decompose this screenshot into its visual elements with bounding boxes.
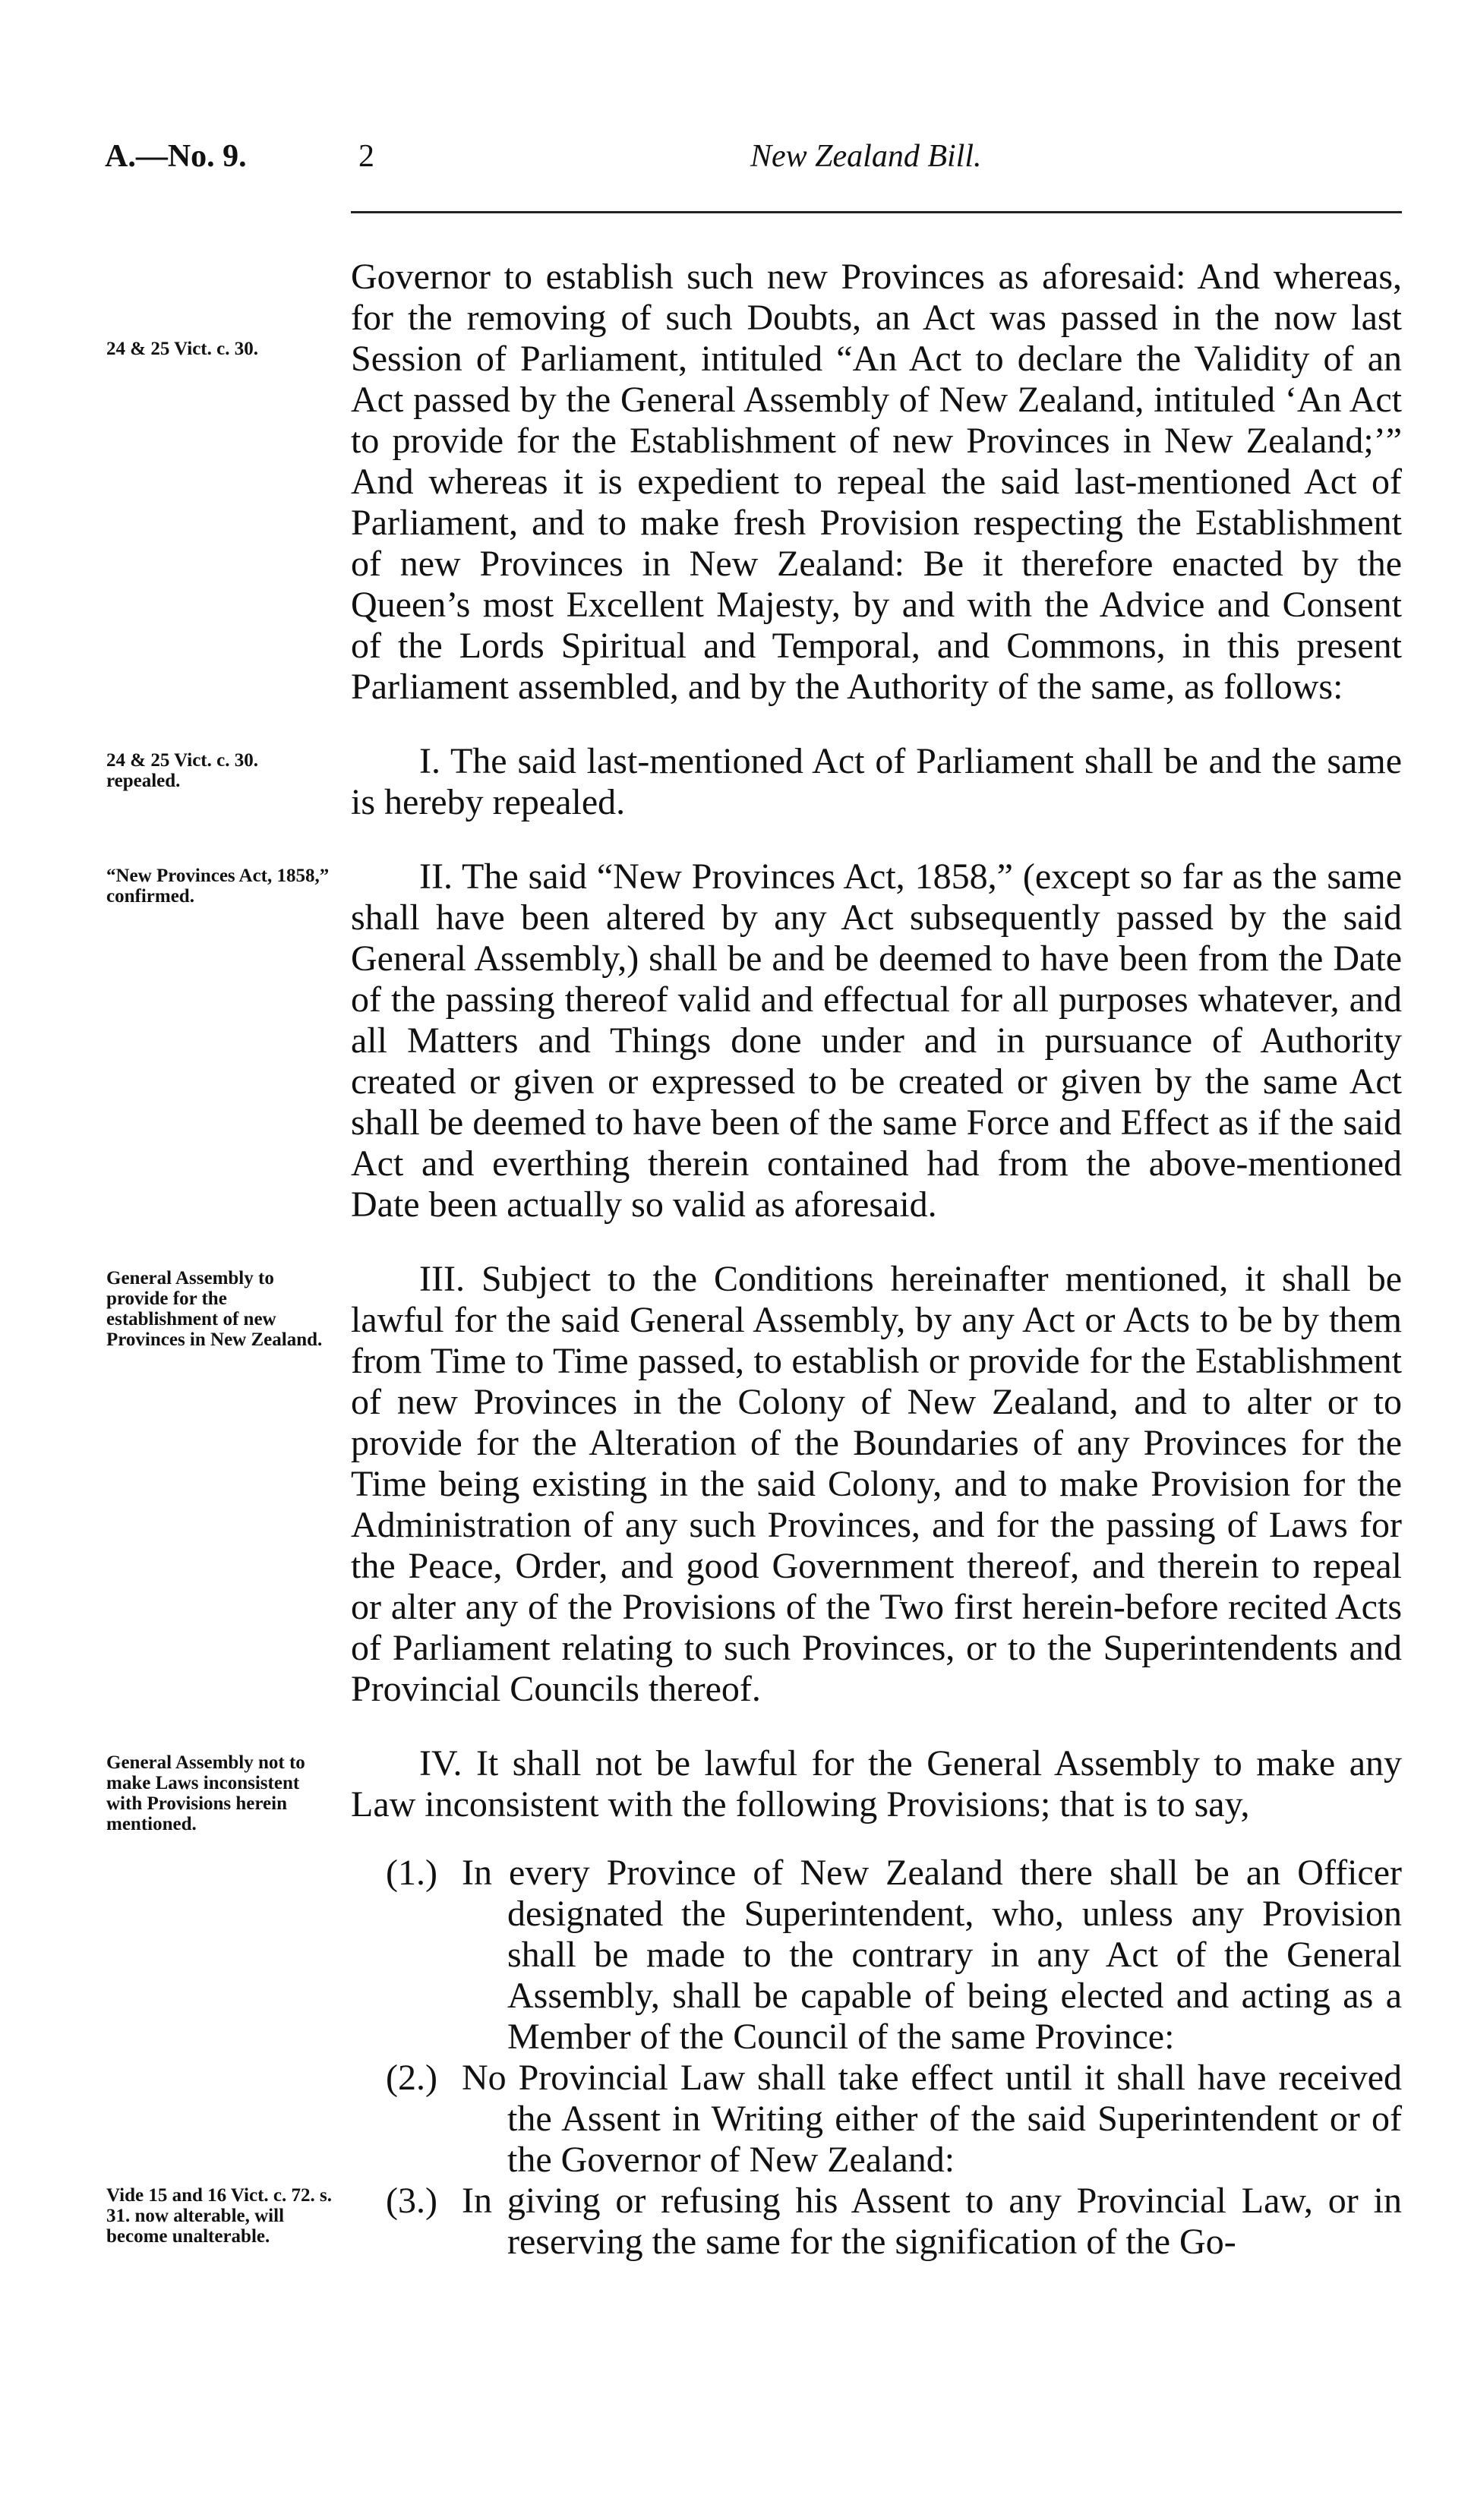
section-1 — [0, 741, 1471, 823]
header-rule — [351, 211, 1402, 213]
section-3 — [0, 1259, 1471, 1710]
margin-note: 24 & 25 Vict. c. 30. repealed. — [106, 750, 258, 791]
margin-note: Vide 15 and 16 Vict. c. 72. s. 31. now alterable, will become unalterable. — [106, 2185, 332, 2247]
margin-note: 24 & 25 Vict. c. 30. — [106, 339, 258, 359]
provision-1 — [386, 1853, 1402, 2058]
provision-2 — [386, 2058, 1402, 2181]
section-text: III. Subject to the Conditions hereinafter mentioned, it shall be lawful for the said General Assembly, by any Act or Acts to be by them from Time to Time passed, to establish or provide for the Establishment of new Provinces in the Colony of New Zealand, and to alter or to provide for the Alteration of the Boundaries of any Provinces for the Time being existing in the said Colony, and to make Provision for the Administration of any such Provinces, and for the passing of Laws for the Peace, Order, and good Government thereof, and therein to repeal or alter any of the Provisions of the Two first herein-before recited Acts of Parliament relating to such Provinces, or to the Superintendents and Provincial Councils thereof. — [351, 1259, 1402, 1709]
section-text: II. The said “New Provinces Act, 1858,” (except so far as the same shall have been altered by any Act subsequently passed by the said General Assembly,) shall be and be deemed to have been from the Date of the passing thereof valid and effectual for all purposes whatever, and all Matters and Things done under and in pursuance of Authority created or given or expressed to be created or given by the same Act shall be deemed to have been of the same Force and Effect as if the said Act and everthing therein contained had from the above-mentioned Date been actually so valid as aforesaid. — [351, 856, 1402, 1225]
provision-text: In giving or refusing his Assent to any Provincial Law, or in reserving the same for the signification of the Go- — [462, 2181, 1402, 2262]
preamble-text: Governor to establish such new Provinces as aforesaid: And whereas, for the removing of such Doubts, an Act was passed in the now last Session of Parliament, intituled “An Act to declare the Validity of an Act passed by the General Assembly of New Zealand, intituled ‘An Act to provide for the Establishment of new Provinces in New Zealand;’” And whereas it is expedient to repeal the said last-mentioned Act of Parliament, and to make fresh Provision respecting the Establishment of new Provinces in New Zealand: Be it therefore enacted by the Queen’s most Excellent Majesty, by and with the Advice and Consent of the Lords Spiritual and Temporal, and Commons, in this present Parliament assembled, and by the Authority of the same, as follows: — [351, 257, 1402, 707]
section-2 — [0, 856, 1471, 1225]
page-header — [105, 138, 1400, 191]
provision-3 — [386, 2181, 1402, 2263]
provision-text: In every Province of New Zealand there shall be an Officer designated the Superintendent, who, unless any Provision shall be made to the contrary in any Act of the General Assembly, shall be capable of being elected and acting as a Member of the Council of the same Province: — [462, 1853, 1402, 2057]
provision-3-wrap — [0, 2181, 1471, 2263]
margin-note: “New Provinces Act, 1858,” confirmed. — [106, 866, 330, 907]
page-number: 2 — [358, 139, 374, 174]
bill-reference: A.—No. 9. — [105, 139, 247, 174]
provision-number: (1.) — [386, 1853, 437, 1893]
section-text: IV. It shall not be lawful for the General Assembly to make any Law inconsistent with the following Provisions; that is to say, — [351, 1743, 1402, 1825]
running-title: New Zealand Bill. — [750, 139, 982, 174]
provision-text: No Provincial Law shall take effect until it shall have received the Assent in Writing either of the said Superintendent or of the Governor of New Zealand: — [462, 2058, 1402, 2180]
section-text: I. The said last-mentioned Act of Parliament shall be and the same is hereby repealed. — [351, 741, 1402, 822]
provision-number: (2.) — [386, 2058, 437, 2098]
margin-note: General Assembly not to make Laws inconsistent with Provisions herein mentioned. — [106, 1752, 305, 1834]
provision-number: (3.) — [386, 2181, 437, 2221]
preamble — [0, 257, 1471, 708]
page-content — [0, 257, 1471, 2263]
margin-note: General Assembly to provide for the establishment of new Provinces in New Zealand. — [106, 1268, 323, 1350]
section-4 — [0, 1743, 1471, 1834]
